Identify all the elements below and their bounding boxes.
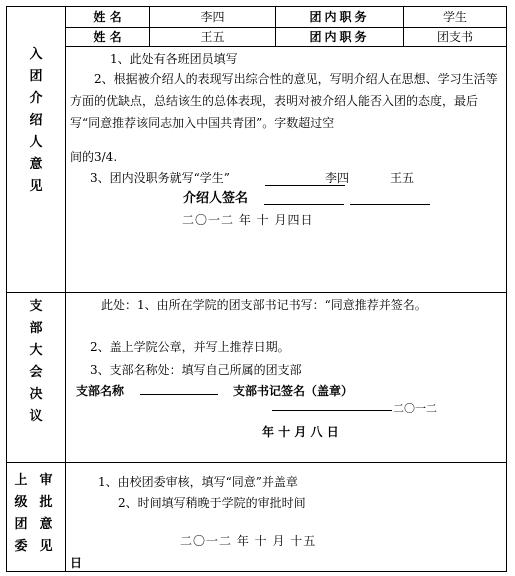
branch-secretary-label: 支部书记签名（盖章） bbox=[233, 384, 354, 398]
approval-right-label: 审批意见 bbox=[39, 473, 53, 554]
approval-left-label: 上级团委 bbox=[14, 473, 28, 554]
row-divider-header-bottom bbox=[65, 46, 506, 47]
section-divider-2 bbox=[6, 462, 507, 463]
table-border-left bbox=[6, 6, 7, 572]
approval-date-tail: 日 bbox=[70, 556, 83, 570]
branch-section-label: 支部大会决议 bbox=[29, 299, 43, 424]
approval-note-1: 1、由校团委审核，填写“同意”并盖章 bbox=[98, 475, 298, 489]
introducer-sign-label: 介绍人签名 bbox=[183, 191, 249, 206]
section-divider-1 bbox=[6, 292, 507, 293]
name-label-2: 姓 名 bbox=[93, 30, 122, 44]
introducer-sign-line-1 bbox=[264, 204, 344, 205]
name-label-1: 姓 名 bbox=[93, 10, 122, 24]
introducer-underline-1 bbox=[265, 185, 345, 186]
post-label-2: 团内职务 bbox=[309, 30, 370, 44]
branch-note-2: 2、盖上学院公章，并写上推荐日期。 bbox=[90, 340, 290, 354]
introducer-note-1: 1、此处有各班团员填写 bbox=[110, 52, 238, 66]
label-column-divider bbox=[65, 6, 66, 572]
introducer-name-1: 李四 bbox=[325, 171, 350, 185]
table-border-bottom bbox=[6, 571, 507, 572]
name-value-1: 李四 bbox=[200, 10, 225, 24]
row-divider-header bbox=[65, 27, 506, 28]
post-value-2: 团支书 bbox=[436, 30, 473, 44]
branch-secretary-line bbox=[272, 410, 392, 411]
branch-note-3: 3、支部名称处：填写自己所属的团支部 bbox=[90, 363, 302, 377]
branch-note-1: 此处：1、由所在学院的团支部书记书写：“同意推荐并签名。 bbox=[101, 298, 427, 312]
post-value-1: 学生 bbox=[442, 10, 467, 24]
introducer-note-2-tail: 间的3/4. bbox=[70, 150, 118, 164]
branch-name-line bbox=[140, 394, 218, 395]
introducer-date: 二〇一二 年 十 月四日 bbox=[182, 213, 314, 227]
name-value-2: 王五 bbox=[200, 30, 225, 44]
approval-note-2: 2、时间填写稍晚于学院的审批时间 bbox=[118, 496, 306, 510]
introducer-section-label: 入团介绍人意见 bbox=[29, 47, 43, 194]
introducer-name-2: 王五 bbox=[390, 171, 415, 185]
branch-name-label: 支部名称 bbox=[76, 384, 125, 398]
table-border-top bbox=[6, 6, 507, 7]
table-border-right bbox=[506, 6, 507, 572]
introducer-note-2: 2、根据被介绍人的表现写出综合性的意见，写明介绍人在思想、学习生活等方面的优缺点，总结该生的总体表现，表明对被介绍人能否入团的态度，最后写“同意推荐该同志加入中国共青团”。字数超过空 bbox=[70, 72, 498, 130]
branch-date-year: 二〇一二 bbox=[393, 402, 437, 415]
introducer-sign-line-2 bbox=[350, 204, 430, 205]
approval-date: 二〇一二 年 十 月 十五 bbox=[180, 534, 317, 548]
branch-date-rest: 年 十 月 八 日 bbox=[262, 425, 339, 439]
introducer-note-3: 3、团内没职务就写“学生” bbox=[90, 171, 230, 185]
post-label-1: 团内职务 bbox=[309, 10, 370, 24]
